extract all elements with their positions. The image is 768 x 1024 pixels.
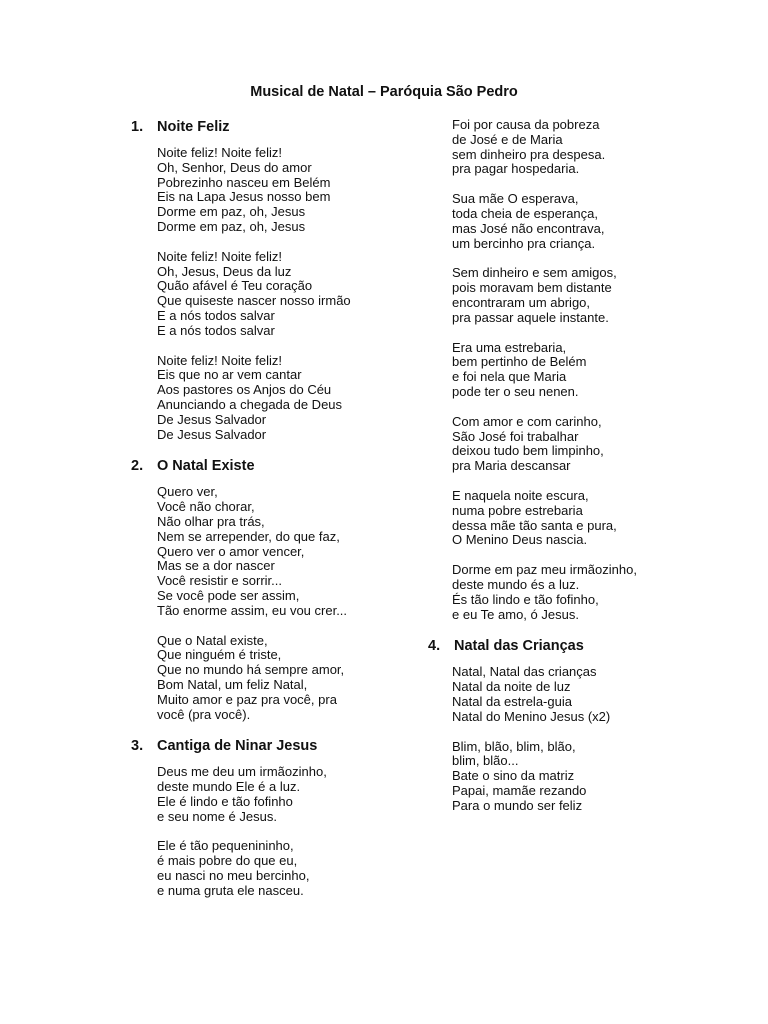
lyric-line: bem pertinho de Belém [452, 354, 587, 370]
lyric-line: São José foi trabalhar [452, 428, 579, 444]
stanza [452, 266, 728, 325]
lyric-line: um bercinho pra criança. [452, 235, 596, 251]
song-number: 4. [428, 638, 441, 655]
lyric-line: Com amor e com carinho, [452, 413, 602, 429]
right-column [428, 118, 728, 828]
lyric-line: toda cheia de esperança, [452, 205, 598, 221]
lyric-line: Quero ver, [157, 484, 218, 500]
lyric-line: Deus me deu um irmãozinho, [157, 764, 327, 780]
lyric-line: Quão afável é Teu coração [157, 278, 313, 294]
stanza [157, 354, 421, 443]
stanza [157, 839, 421, 898]
song-title: O Natal Existe [157, 458, 255, 475]
lyric-line: mas José não encontrava, [452, 220, 605, 236]
stanza [157, 765, 421, 824]
lyric-line: blim, blão... [452, 753, 519, 769]
lyric-line: De Jesus Salvador [157, 411, 267, 427]
lyric-line: Ele é tão pequenininho, [157, 838, 294, 854]
stanza [452, 118, 728, 177]
lyric-line: Quero ver o amor vencer, [157, 543, 305, 559]
lyric-line: dessa mãe tão santa e pura, [452, 517, 617, 533]
lyric-line: Noite feliz! Noite feliz! [157, 145, 282, 160]
song-number: 1. [131, 119, 144, 135]
lyric-line: encontraram um abrigo, [452, 294, 591, 310]
lyric-line: Dorme em paz meu irmãozinho, [452, 562, 637, 578]
lyric-line: Natal, Natal das crianças [452, 664, 597, 680]
lyric-line: pra Maria descansar [452, 458, 571, 474]
song-lyrics [131, 485, 421, 722]
song-lyrics [428, 118, 728, 622]
lyric-line: Que ninguém é triste, [157, 647, 282, 663]
lyric-line: Foi por causa da pobreza [452, 117, 600, 132]
lyric-line: Se você pode ser assim, [157, 587, 300, 603]
lyric-line: deste mundo Ele é a luz. [157, 779, 301, 795]
lyric-line: Dorme em paz, oh, Jesus [157, 218, 306, 234]
lyric-line: Ele é lindo e tão fofinho [157, 793, 293, 809]
lyric-line: Noite feliz! Noite feliz! [157, 352, 282, 368]
lyric-line: E a nós todos salvar [157, 307, 275, 323]
lyric-line: Muito amor e paz pra você, pra [157, 691, 337, 707]
lyric-line: Natal da noite de luz [452, 679, 571, 695]
stanza [157, 634, 421, 723]
lyric-line: Que o Natal existe, [157, 632, 268, 648]
lyric-line: pois moravam bem distante [452, 280, 612, 296]
lyric-line: Era uma estrebaria, [452, 339, 567, 355]
lyric-line: você (pra você). [157, 706, 251, 722]
lyric-line: Blim, blão, blim, blão, [452, 738, 576, 754]
stanza [452, 341, 728, 400]
song-number: 2. [131, 458, 144, 475]
song-title: Cantiga de Ninar Jesus [157, 738, 318, 755]
lyric-line: E naquela noite escura, [452, 487, 589, 503]
lyric-line: O Menino Deus nascia. [452, 532, 588, 548]
stanza [452, 665, 728, 724]
stanza [157, 146, 421, 235]
lyric-line: Você não chorar, [157, 499, 255, 515]
stanza [157, 250, 421, 339]
song-number: 3. [131, 738, 144, 755]
lyric-line: Para o mundo ser feliz [452, 797, 583, 813]
song-lyrics [428, 665, 728, 813]
lyric-line: Noite feliz! Noite feliz! [157, 248, 282, 264]
lyric-line: e foi nela que Maria [452, 369, 567, 385]
lyric-line: Eis na Lapa Jesus nosso bem [157, 189, 331, 205]
stanza [452, 192, 728, 251]
lyric-line: Sua mãe O esperava, [452, 191, 579, 207]
lyric-line: Papai, mamãe rezando [452, 782, 587, 798]
lyric-line: Natal da estrela-guia [452, 693, 572, 709]
lyric-line: Mas se a dor nascer [157, 558, 275, 574]
lyric-line: Que quiseste nascer nosso irmão [157, 293, 351, 309]
lyric-line: Oh, Jesus, Deus da luz [157, 263, 292, 279]
lyric-line: Natal do Menino Jesus (x2) [452, 708, 611, 724]
lyric-line: Anunciando a chegada de Deus [157, 396, 343, 412]
lyric-line: sem dinheiro pra despesa. [452, 146, 606, 162]
lyric-line: e seu nome é Jesus. [157, 808, 277, 824]
stanza [452, 415, 728, 474]
lyric-line: Eis que no ar vem cantar [157, 367, 302, 383]
lyric-line: Pobrezinho nasceu em Belém [157, 174, 331, 190]
stanza [452, 563, 728, 622]
song-heading [131, 457, 421, 475]
lyric-line: De Jesus Salvador [157, 426, 267, 442]
song-title: Natal das Crianças [454, 638, 584, 655]
lyric-line: de José e de Maria [452, 131, 563, 147]
song-lyrics [131, 765, 421, 898]
lyric-line: Não olhar pra trás, [157, 513, 265, 529]
lyric-line: e numa gruta ele nasceu. [157, 882, 304, 898]
song-heading [131, 118, 421, 136]
song-lyrics [131, 146, 421, 442]
lyric-line: numa pobre estrebaria [452, 502, 583, 518]
lyric-line: Tão enorme assim, eu vou crer... [157, 602, 348, 618]
lyric-line: pra passar aquele instante. [452, 309, 609, 325]
lyric-line: pode ter o seu nenen. [452, 383, 579, 399]
lyric-line: eu nasci no meu bercinho, [157, 868, 310, 884]
lyric-line: é mais pobre do que eu, [157, 853, 298, 869]
lyric-line: Que no mundo há sempre amor, [157, 662, 345, 678]
stanza [452, 740, 728, 814]
page-title: Musical de Natal – Paróquia São Pedro [250, 84, 518, 100]
lyric-line: Oh, Senhor, Deus do amor [157, 159, 312, 175]
song-heading [428, 637, 728, 655]
lyric-line: deste mundo és a luz. [452, 576, 580, 592]
lyric-line: E a nós todos salvar [157, 322, 275, 338]
lyric-line: pra pagar hospedaria. [452, 161, 580, 177]
lyric-line: Você resistir e sorrir... [157, 573, 282, 589]
lyric-line: Bate o sino da matriz [452, 768, 575, 784]
song-title: Noite Feliz [157, 119, 230, 135]
lyric-line: Sem dinheiro e sem amigos, [452, 265, 617, 281]
lyric-line: Aos pastores os Anjos do Céu [157, 382, 332, 398]
lyric-line: Dorme em paz, oh, Jesus [157, 204, 306, 220]
lyric-line: e eu Te amo, ó Jesus. [452, 606, 579, 622]
left-column [131, 118, 421, 914]
stanza [452, 489, 728, 548]
lyric-line: Nem se arrepender, do que faz, [157, 528, 340, 544]
song-heading [131, 737, 421, 755]
stanza [157, 485, 421, 618]
lyric-line: Bom Natal, um feliz Natal, [157, 676, 308, 692]
lyric-line: És tão lindo e tão fofinho, [452, 591, 599, 607]
lyric-line: deixou tudo bem limpinho, [452, 443, 604, 459]
